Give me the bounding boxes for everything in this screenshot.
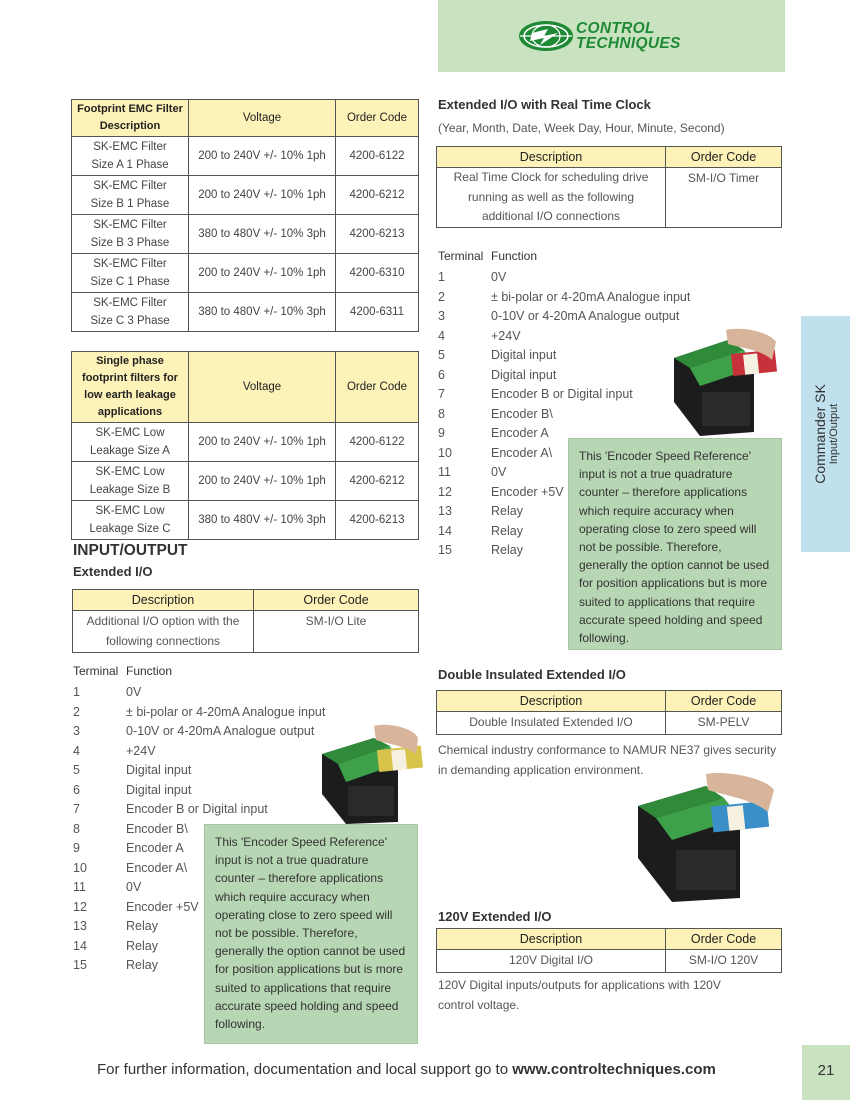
table-row xyxy=(72,254,419,293)
terminal-number: 3 xyxy=(438,309,445,323)
logo-line-2: TECHNIQUES xyxy=(576,35,681,52)
order-code-cell: SM-I/O Timer xyxy=(666,168,782,228)
order-code-cell: 4200-6311 xyxy=(336,293,419,332)
page-number-box xyxy=(802,1045,850,1100)
column-header: Voltage xyxy=(189,352,336,423)
section-title: INPUT/OUTPUT xyxy=(73,542,188,559)
column-header: Order Code xyxy=(666,147,782,168)
terminal-number: 2 xyxy=(438,289,445,304)
terminal-number: 11 xyxy=(73,880,86,894)
list-item xyxy=(438,268,738,288)
list-item xyxy=(73,683,373,703)
voltage-cell: 380 to 480V +/- 10% 3ph xyxy=(189,293,336,332)
terminal-function: Encoder B or Digital input xyxy=(491,387,633,401)
list-item xyxy=(73,703,373,723)
terminal-function: Relay xyxy=(126,938,158,953)
table-row xyxy=(72,215,419,254)
list-item xyxy=(438,307,738,327)
option-module-photo xyxy=(318,724,426,826)
column-header: Description xyxy=(437,147,666,168)
table-row xyxy=(72,501,419,540)
encoder-note-box xyxy=(568,438,782,650)
terminal-number: 10 xyxy=(73,860,87,875)
function-column-header: Function xyxy=(491,249,538,263)
terminal-function: 0V xyxy=(491,465,507,479)
terminal-function: ± bi-polar or 4-20mA Analogue input xyxy=(126,704,326,719)
description-cell: SK-EMC Filter Size C 3 Phase xyxy=(72,293,189,332)
footer xyxy=(97,1061,716,1078)
order-code-cell: 4200-6213 xyxy=(336,501,419,540)
section-side-tab xyxy=(801,316,850,552)
terminal-function: Digital input xyxy=(126,763,192,777)
terminal-number: 11 xyxy=(438,465,451,479)
rtc-title: Extended I/O with Real Time Clock xyxy=(438,97,651,112)
v120-table xyxy=(436,928,782,973)
rtc-table xyxy=(436,146,782,228)
description-cell: Real Time Clock for scheduling drive running as well as the following additional I/O connections xyxy=(437,168,666,228)
extended-io-title: Extended I/O xyxy=(73,564,153,579)
globe-logo-icon xyxy=(518,19,574,53)
table-row xyxy=(72,137,419,176)
terminal-function: 0V xyxy=(126,685,142,699)
double-insulated-table xyxy=(436,690,782,735)
terminal-function: Encoder B\ xyxy=(491,406,553,421)
terminal-function: Relay xyxy=(491,543,523,557)
terminal-number: 9 xyxy=(73,841,80,855)
extended-io-table xyxy=(72,589,419,653)
terminal-function: 0V xyxy=(491,270,507,284)
description-cell: SK-EMC Filter Size C 1 Phase xyxy=(72,254,189,293)
terminal-number: 10 xyxy=(438,445,452,460)
list-item xyxy=(438,288,738,308)
terminal-function: Relay xyxy=(491,504,523,518)
terminal-number: 7 xyxy=(438,387,445,401)
v120-title: 120V Extended I/O xyxy=(438,909,552,924)
column-header: Order Code xyxy=(666,929,782,950)
terminal-function: Encoder A\ xyxy=(491,445,553,460)
terminal-number: 8 xyxy=(438,406,445,421)
voltage-cell: 200 to 240V +/- 10% 1ph xyxy=(189,254,336,293)
terminal-function: Encoder A xyxy=(126,841,184,855)
terminal-function: Encoder B\ xyxy=(126,821,188,836)
terminal-number: 5 xyxy=(438,348,445,362)
terminal-function: ± bi-polar or 4-20mA Analogue input xyxy=(491,289,691,304)
description-cell: Double Insulated Extended I/O xyxy=(437,712,666,735)
encoder-note-text: This 'Encoder Speed Reference' input is not a true quadrature counter – therefore applications which require accuracy when operating close to zero speed will not be possible. Therefore, generally the option cannot be used for position applications but is more suited to applications that require accurate speed holding and speed following. xyxy=(215,835,406,1032)
encoder-note-text: This 'Encoder Speed Reference' input is not a true quadrature counter – therefore applications which require accuracy when operating close to zero speed will not be possible. Therefore, generally the option cannot be used for position applications but is more suited to applications that require accurate speed holding and speed following. xyxy=(579,449,770,646)
order-code-cell: SM-PELV xyxy=(666,712,782,735)
terminal-function: Digital input xyxy=(126,782,192,797)
terminal-number: 15 xyxy=(438,543,452,557)
column-header: Description xyxy=(437,691,666,712)
function-column-header: Function xyxy=(126,664,173,678)
description-cell: SK-EMC Filter Size A 1 Phase xyxy=(72,137,189,176)
terminal-function: +24V xyxy=(126,743,156,758)
terminal-function: Relay xyxy=(126,919,158,933)
logo-line-1: CONTROL xyxy=(576,20,655,37)
side-tab-subtitle: Input/Output xyxy=(827,403,840,465)
order-code-cell: 4200-6213 xyxy=(336,215,419,254)
terminal-number: 4 xyxy=(73,743,80,758)
column-header: Order Code xyxy=(666,691,782,712)
voltage-cell: 380 to 480V +/- 10% 3ph xyxy=(189,215,336,254)
terminal-number: 9 xyxy=(438,426,445,440)
page-number: 21 xyxy=(817,1062,835,1079)
order-code-cell: SM-I/O Lite xyxy=(254,611,419,653)
emc-filter-table xyxy=(71,99,419,332)
column-header: Order Code xyxy=(336,100,419,137)
voltage-cell: 200 to 240V +/- 10% 1ph xyxy=(189,462,336,501)
table-row xyxy=(72,462,419,501)
description-cell: SK-EMC Filter Size B 1 Phase xyxy=(72,176,189,215)
order-code-cell: 4200-6122 xyxy=(336,137,419,176)
description-cell: Additional I/O option with the following connections xyxy=(73,611,254,653)
terminal-function: Encoder B or Digital input xyxy=(126,802,268,816)
terminal-number: 15 xyxy=(73,958,87,972)
order-code-cell: SM-I/O 120V xyxy=(666,950,782,973)
terminal-number: 7 xyxy=(73,802,80,816)
low-leakage-filter-table xyxy=(71,351,419,540)
footer-text: For further information, documentation and local support go to xyxy=(97,1061,513,1078)
terminal-function: 0-10V or 4-20mA Analogue output xyxy=(491,309,680,323)
terminal-function: 0V xyxy=(126,880,142,894)
description-cell: SK-EMC Low Leakage Size C xyxy=(72,501,189,540)
voltage-cell: 200 to 240V +/- 10% 1ph xyxy=(189,137,336,176)
description-cell: SK-EMC Low Leakage Size B xyxy=(72,462,189,501)
rtc-subtitle: (Year, Month, Date, Week Day, Hour, Minute, Second) xyxy=(438,121,725,135)
table-row xyxy=(72,293,419,332)
double-insulated-text: Chemical industry conformance to NAMUR NE37 gives security in demanding application environment. xyxy=(438,743,777,777)
terminal-number: 6 xyxy=(438,367,445,382)
option-module-photo xyxy=(672,328,782,438)
terminal-function: Encoder +5V xyxy=(126,899,199,914)
description-cell: SK-EMC Low Leakage Size A xyxy=(72,423,189,462)
footer-link[interactable]: www.controltechniques.com xyxy=(512,1061,716,1078)
voltage-cell: 380 to 480V +/- 10% 3ph xyxy=(189,501,336,540)
terminal-number: 12 xyxy=(73,899,87,914)
option-module-photo xyxy=(636,772,781,904)
table-row xyxy=(72,423,419,462)
terminal-function: 0-10V or 4-20mA Analogue output xyxy=(126,724,315,738)
terminal-function: Encoder A\ xyxy=(126,860,188,875)
order-code-cell: 4200-6212 xyxy=(336,176,419,215)
terminal-number: 1 xyxy=(438,270,445,284)
column-header: Footprint EMC Filter Description xyxy=(72,100,189,137)
terminal-function: Encoder +5V xyxy=(491,484,564,499)
column-header: Description xyxy=(73,590,254,611)
terminal-column-header: Terminal xyxy=(438,249,484,263)
v120-text: 120V Digital inputs/outputs for applications with 120V control voltage. xyxy=(438,978,721,1012)
terminal-function: Relay xyxy=(491,523,523,538)
terminal-number: 13 xyxy=(438,504,452,518)
column-header: Voltage xyxy=(189,100,336,137)
terminal-number: 2 xyxy=(73,704,80,719)
column-header: Description xyxy=(437,929,666,950)
description-cell: SK-EMC Filter Size B 3 Phase xyxy=(72,215,189,254)
terminal-number: 6 xyxy=(73,782,80,797)
terminal-function: Relay xyxy=(126,958,158,972)
terminal-number: 12 xyxy=(438,484,452,499)
terminal-number: 4 xyxy=(438,328,445,343)
terminal-number: 14 xyxy=(438,523,452,538)
terminal-function: +24V xyxy=(491,328,521,343)
order-code-cell: 4200-6212 xyxy=(336,462,419,501)
terminal-number: 1 xyxy=(73,685,80,699)
order-code-cell: 4200-6122 xyxy=(336,423,419,462)
terminal-number: 14 xyxy=(73,938,87,953)
terminal-column-header: Terminal xyxy=(73,664,119,678)
terminal-function: Digital input xyxy=(491,348,557,362)
double-insulated-title: Double Insulated Extended I/O xyxy=(438,667,626,682)
encoder-note-box xyxy=(204,824,418,1044)
side-tab-title: Commander SK xyxy=(811,384,828,484)
terminal-function: Digital input xyxy=(491,367,557,382)
terminal-number: 8 xyxy=(73,821,80,836)
terminal-number: 13 xyxy=(73,919,87,933)
column-header: Order Code xyxy=(336,352,419,423)
terminal-number: 5 xyxy=(73,763,80,777)
voltage-cell: 200 to 240V +/- 10% 1ph xyxy=(189,176,336,215)
terminal-number: 3 xyxy=(73,724,80,738)
terminal-function: Encoder A xyxy=(491,426,549,440)
table-row xyxy=(72,176,419,215)
brand-logo xyxy=(518,18,708,54)
voltage-cell: 200 to 240V +/- 10% 1ph xyxy=(189,423,336,462)
description-cell: 120V Digital I/O xyxy=(437,950,666,973)
order-code-cell: 4200-6310 xyxy=(336,254,419,293)
column-header: Order Code xyxy=(254,590,419,611)
column-header: Single phase footprint filters for low earth leakage applications xyxy=(72,352,189,423)
